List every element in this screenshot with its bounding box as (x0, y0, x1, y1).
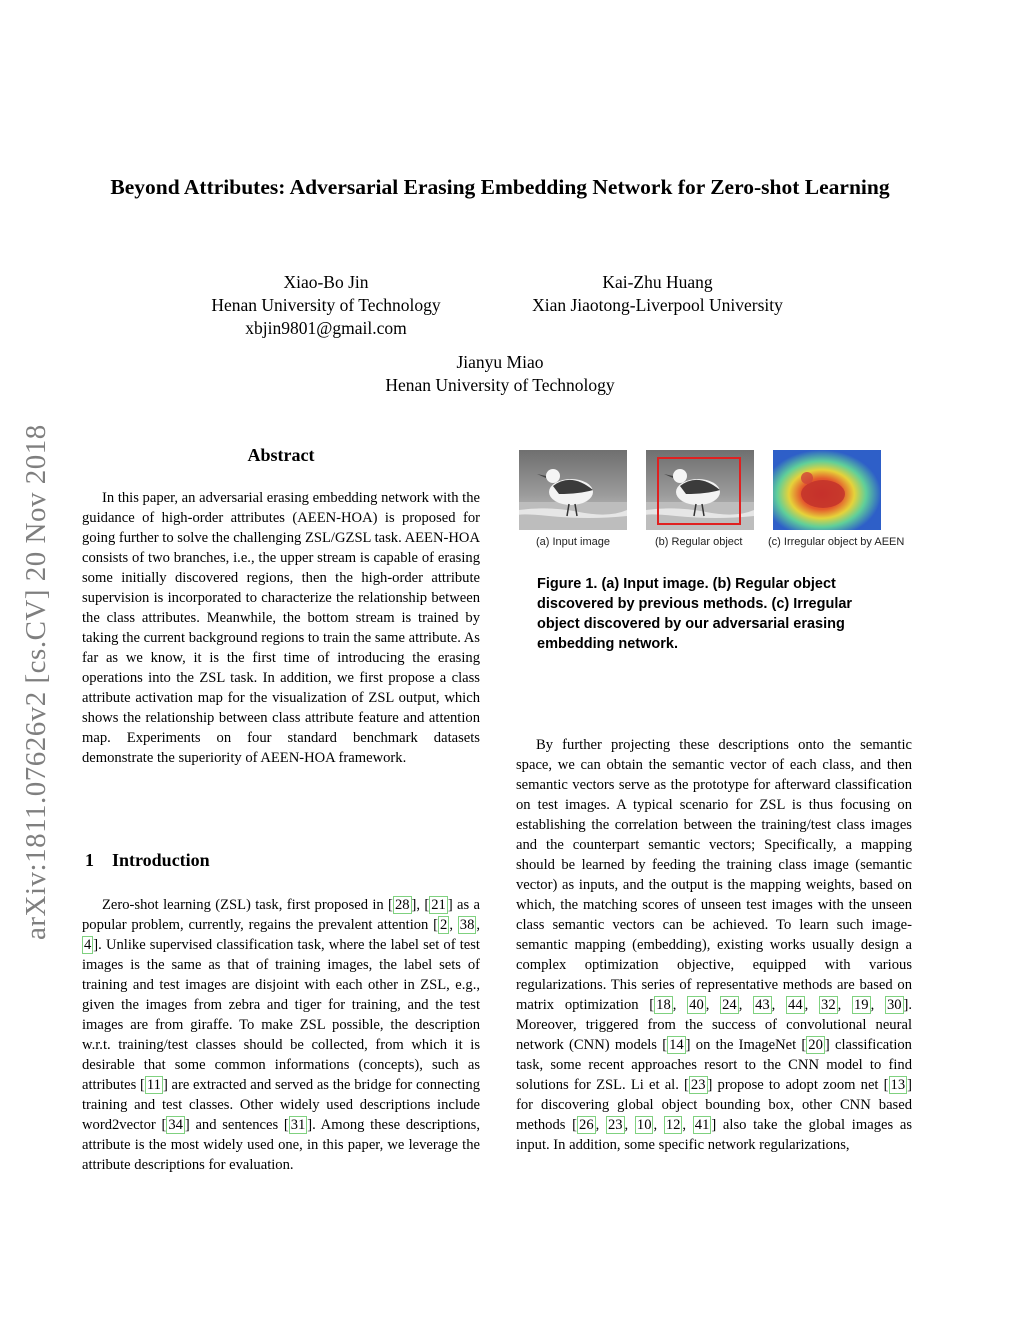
section-heading (85, 850, 228, 871)
text-run: , (771, 997, 787, 1013)
subcaption-c: (c) Irregular object by AEEN (768, 536, 905, 548)
right-column-body (516, 735, 912, 1155)
citation-link[interactable]: 20 (808, 1037, 823, 1053)
text-run: ] are extracted and served as the bridge for connecting training and test classes. Other widely used descriptions include word2vector [ (82, 1077, 480, 1133)
text-run: ] on the ImageNet [ (685, 1037, 807, 1053)
text-run: Zero-shot learning (ZSL) task, first proposed in [ (102, 897, 393, 913)
citation-link[interactable]: 24 (722, 997, 737, 1013)
author-affiliation: Xian Jiaotong-Liverpool University (532, 295, 783, 315)
citation-link[interactable]: 12 (665, 1117, 681, 1133)
citation-link[interactable]: 10 (636, 1117, 652, 1133)
author-affiliation: Henan University of Technology (385, 375, 615, 395)
text-run: , (672, 997, 688, 1013)
text-run: , (624, 1117, 635, 1133)
author-name: Kai-Zhu Huang (602, 272, 713, 292)
paper-title: Beyond Attributes: Adversarial Erasing Embedding Network for Zero-shot Learning (110, 175, 890, 199)
text-run: ] for discovering global object bounding box, other CNN based methods [ (516, 1077, 912, 1133)
text-run: ] also take the global images as input. In addition, some specific network regularizations, (516, 1117, 912, 1153)
text-run: , (870, 997, 885, 1013)
figure-caption: Figure 1. (a) Input image. (b) Regular object discovered by previous methods. (c) Irregular object discovered by our adversarial erasing embedding network. (537, 576, 853, 652)
subcaption-a: (a) Input image (536, 536, 610, 548)
section-number: 1 (85, 850, 94, 870)
text-run: , (705, 997, 721, 1013)
citation-link[interactable]: 44 (788, 997, 803, 1013)
text-run: , (476, 917, 481, 933)
text-run: , (682, 1117, 693, 1133)
citation-link[interactable]: 30 (886, 997, 902, 1013)
abstract-text: In this paper, an adversarial erasing embedding network with the guidance of high-order attributes (AEEN-HOA) is proposed for going further to solve the challenging ZSL/GZSL task. AEEN-HOA consists of two branches, i.e., the upper stream is capable of erasing some initially discovered regions, then the high-order attribute supervision is incorporated to characterize the relationship between the class attributes. Meanwhile, the bottom stream is trained by taking the current background regions to train the same attribute. As far as we know, it is the first time of introducing the erasing operations into the ZSL task. In addition, we first propose a class attribute activation map for the visualization of ZSL output, which shows the relationship between class attribute feature and attention map. Experiments on four standard benchmark datasets demonstrate the superiority of AEEN-HOA framework. (82, 490, 480, 766)
citation-link[interactable]: 2 (440, 917, 448, 933)
text-run: , (738, 997, 754, 1013)
text-run: , (449, 917, 458, 933)
citation-link[interactable]: 19 (853, 997, 869, 1013)
right-paragraph (516, 735, 912, 1155)
section-title: Introduction (112, 850, 210, 870)
text-run: , (653, 1117, 664, 1133)
text-run: ] propose to adopt zoom net [ (707, 1077, 889, 1093)
author-name: Xiao-Bo Jin (283, 272, 369, 292)
citation-link[interactable]: 31 (290, 1117, 306, 1133)
author-affiliation: Henan University of Technology (211, 295, 441, 315)
citation-link[interactable]: 41 (694, 1117, 710, 1133)
text-run: ] and sentences [ (184, 1117, 289, 1133)
text-run: By further projecting these descriptions onto the semantic space, we can obtain the semantic vector of each class, and then semantic vectors serve as the prototype for afterward classification on test images. A typical scenario for ZSL is thus focusing on establishing the correlation between the training/test class images and the counterpart semantic vectors; Specifically, a mapping should be learned by feeding the training class image (semantic vector) as inputs, and the output is the mapping weights, based on which, the matching scores of unseen test images with the unseen class semantic vectors can be achieved. To learn such image-semantic mapping (embedding), existing works usually design a complex optimization objective, equipped with various regularizations. This series of representative methods are based on matrix optimization [ (516, 737, 912, 1013)
citation-link[interactable]: 14 (669, 1037, 684, 1053)
text-run: , (804, 997, 820, 1013)
figure-image-regular-object (646, 450, 754, 530)
abstract-heading: Abstract (247, 445, 315, 465)
text-run: ]. Unlike supervised classification task, where the label set of test images is the same as that of training images, the label sets of training and test images are disjoint with each other in ZSL, e.g., given the images from zebra and tiger for training, and the test images are from giraffe. To make ZSL possible, the description w.r.t. training/test classes should be collected, from which it is desirable that some common informations (concepts), such as attributes [ (82, 937, 480, 1093)
text-run: , (837, 997, 852, 1013)
citation-link[interactable]: 23 (690, 1077, 706, 1093)
subcaption-b: (b) Regular object (655, 536, 743, 548)
citation-link[interactable]: 32 (821, 997, 836, 1013)
citation-link[interactable]: 26 (579, 1117, 594, 1133)
figure-image-heatmap (773, 450, 881, 530)
text-run: , (595, 1117, 606, 1133)
citation-link[interactable]: 28 (394, 897, 410, 913)
intro-paragraph (82, 895, 480, 1175)
author-email: xbjin9801@gmail.com (245, 318, 407, 338)
citation-link[interactable]: 38 (459, 917, 475, 933)
citation-link[interactable]: 34 (168, 1117, 183, 1133)
citation-link[interactable]: 40 (689, 997, 704, 1013)
abstract-body (82, 488, 480, 768)
citation-link[interactable]: 23 (607, 1117, 623, 1133)
citation-link[interactable]: 43 (755, 997, 770, 1013)
text-run: ] as a popular problem, currently, regains the prevalent attention [ (82, 897, 480, 933)
author-block-3 (350, 351, 650, 397)
arxiv-identifier: arXiv:1811.07626v2 [cs.CV] 20 Nov 2018 (20, 424, 52, 940)
citation-link[interactable]: 18 (656, 997, 671, 1013)
author-block-2 (505, 271, 810, 317)
text-run: ] classification task, some recent approaches resort to the CNN model to find solutions for ZSL. Li et al. [ (516, 1037, 912, 1093)
citation-link[interactable]: 11 (146, 1077, 161, 1093)
text-run: ], [ (411, 897, 430, 913)
figure-image-input (519, 450, 627, 530)
author-name: Jianyu Miao (456, 352, 544, 372)
citation-link[interactable]: 4 (84, 937, 92, 953)
text-run: ]. Among these descriptions, attribute is the most widely used one, in this paper, we leverage the attribute descriptions for evaluation. (82, 1117, 480, 1173)
text-run: ]. Moreover, triggered from the success of convolutional neural network (CNN) models [ (516, 997, 913, 1053)
author-block-1 (186, 271, 466, 340)
citation-link[interactable]: 13 (890, 1077, 906, 1093)
citation-link[interactable]: 21 (431, 897, 446, 913)
intro-body (82, 895, 480, 1175)
